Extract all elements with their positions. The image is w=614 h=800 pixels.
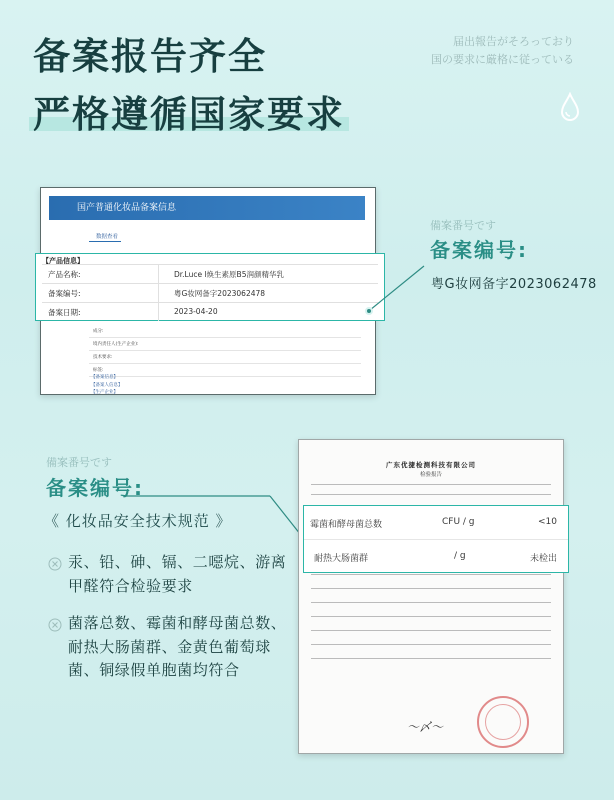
test-row-mold-yeast <box>304 506 568 540</box>
caption-bottom-label: 备案编号: <box>46 476 144 500</box>
product-name-value: Dr.Luce l焕生素原B5润颜精华乳 <box>174 270 284 279</box>
filing-row-label <box>89 365 361 377</box>
test-result-mold-yeast: <10 <box>538 517 557 527</box>
cross-circle-icon <box>48 557 62 571</box>
filing-header-bar: 国产普通化妆品备案信息 <box>49 196 365 220</box>
standard-title: 《 化妆品安全技术规范 》 <box>44 512 232 530</box>
test-row-coliform <box>304 540 568 574</box>
test-unit-mold-yeast: CFU / g <box>442 517 475 527</box>
report-rule <box>311 588 551 589</box>
filing-tab-data-view: 数据查看 <box>96 234 119 240</box>
report-rule <box>311 574 551 575</box>
page-title-line-1: 备案报告齐全 <box>33 34 267 78</box>
connector-dot-top-start <box>365 307 373 315</box>
jp-subtitle-line-2: 国の要求に厳格に従っている <box>431 53 574 66</box>
report-subtitle: 检验报告 <box>419 472 442 478</box>
report-rule <box>311 602 551 603</box>
caption-bottom-jp: 備案番号です <box>46 456 112 469</box>
title-line-1-wrap <box>33 34 267 78</box>
bullet-heavy-metals: 汞、铅、砷、镉、二噁烷、游离甲醛符合检验要求 <box>68 553 287 595</box>
product-info-row-date <box>42 302 378 320</box>
report-rule <box>311 658 551 659</box>
product-info-section-label: 【产品信息】 <box>42 257 84 265</box>
water-drop-icon <box>559 92 581 122</box>
filing-link-filing-info: 【备案信息】 <box>91 375 118 380</box>
filing-date-value: 2023-04-20 <box>174 307 218 316</box>
filing-number-value: 粤G妆网备字2023062478 <box>174 289 266 298</box>
product-info-highlight-box <box>35 253 385 321</box>
report-rule <box>311 616 551 617</box>
test-item-coliform: 耐热大肠菌群 <box>314 554 369 564</box>
row-divider <box>158 303 159 321</box>
test-report-card <box>298 439 564 754</box>
filing-number-label: 备案编号: <box>48 289 81 298</box>
test-result-coliform: 未检出 <box>530 554 558 564</box>
row-divider <box>158 265 159 283</box>
filing-row-ingredients <box>89 326 361 338</box>
test-results-highlight-box <box>303 505 569 573</box>
filing-label-label: 标签: <box>93 368 104 373</box>
test-unit-coliform: / g <box>454 551 466 561</box>
filing-link-manufacturer: 【生产企业】 <box>91 390 118 395</box>
test-item-mold-yeast: 霉菌和酵母菌总数 <box>310 520 383 530</box>
connector-line-bottom <box>120 490 320 560</box>
product-info-row-name <box>42 264 378 282</box>
caption-top-number: 粤G妆网备字2023062478 <box>431 277 597 292</box>
page-title-line-2: 严格遵循国家要求 <box>33 92 345 136</box>
product-name-label: 产品名称: <box>48 270 81 279</box>
filing-label-tech: 技术要求: <box>93 355 113 360</box>
filing-tab-underline <box>89 241 121 242</box>
caption-top-label: 备案编号: <box>430 238 528 262</box>
filing-link-filer-info: 【备案人信息】 <box>91 383 123 388</box>
report-rule <box>311 494 551 495</box>
report-signature: 〜〆〜 <box>407 720 444 734</box>
product-info-row-number <box>42 283 378 301</box>
caption-top-jp: 備案番号です <box>430 219 496 232</box>
report-rule <box>311 630 551 631</box>
jp-subtitle-line-1: 届出報告がそろっており <box>453 35 574 48</box>
report-rule <box>311 484 551 485</box>
report-seal-inner <box>485 704 521 740</box>
cross-circle-icon <box>48 618 62 632</box>
filing-label-ingredients: 成分: <box>93 329 104 334</box>
report-company-name: 广东优捷检测科技有限公司 <box>386 461 476 469</box>
filing-label-responsible: 境内责任人(生产企业): <box>93 342 139 347</box>
title-line-2-wrap <box>33 92 345 136</box>
row-divider <box>158 284 159 302</box>
filing-date-label: 备案日期: <box>48 308 81 317</box>
report-rule <box>311 644 551 645</box>
filing-row-tech <box>89 352 361 364</box>
bullet-microbes: 菌落总数、霉菌和酵母菌总数、耐热大肠菌群、金黄色葡萄球菌、铜绿假单胞菌均符合 <box>68 614 287 679</box>
